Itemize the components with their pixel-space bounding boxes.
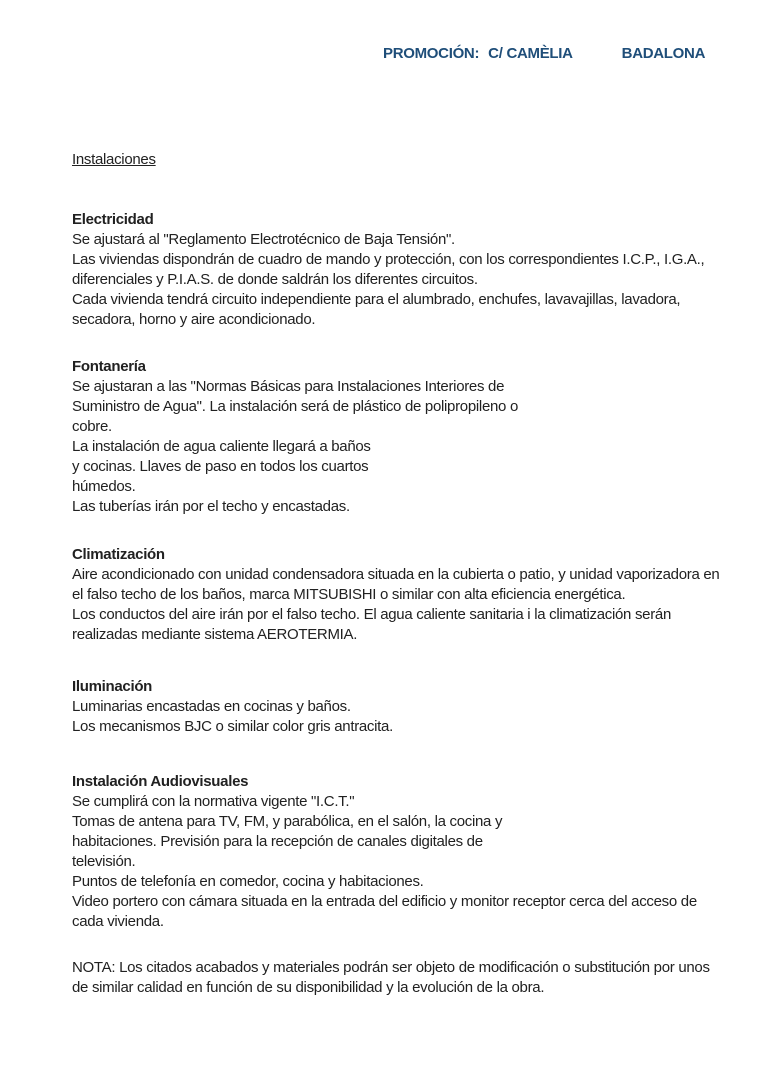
paragraph-line: Aire acondicionado con unidad condensadora situada en la cubierta o patio, y unidad vaporizadora en (72, 566, 720, 583)
paragraph-line: Se cumplirá con la normativa vigente "I.C.T." (72, 793, 355, 810)
paragraph-line: Los mecanismos BJC o similar color gris antracita. (72, 718, 393, 735)
section-title: Fontanería (72, 358, 146, 375)
paragraph-line: Las tuberías irán por el techo y encastadas. (72, 498, 350, 515)
paragraph-line: La instalación de agua caliente llegará a baños (72, 438, 371, 455)
paragraph-line: Se ajustaran a las "Normas Básicas para Instalaciones Interiores de (72, 378, 505, 395)
note-line: NOTA: Los citados acabados y materiales podrán ser objeto de modificación o substitución por unos (72, 959, 710, 976)
paragraph-line: Cada vivienda tendrá circuito independiente para el alumbrado, enchufes, lavavajillas, lavadora, (72, 291, 681, 308)
promotion-label: PROMOCIÓN: (383, 45, 480, 62)
paragraph-line: habitaciones. Previsión para la recepción de canales digitales de (72, 833, 483, 850)
paragraph-line: Las viviendas dispondrán de cuadro de mando y protección, con los correspondientes I.C.P., I.G.A., (72, 251, 705, 268)
paragraph-line: Video portero con cámara situada en la entrada del edificio y monitor receptor cerca del acceso de (72, 893, 697, 910)
paragraph-line: cada vivienda. (72, 913, 164, 930)
promotion-street: C/ CAMÈLIA (488, 45, 573, 62)
note-line: de similar calidad en función de su disponibilidad y la evolución de la obra. (72, 979, 545, 996)
paragraph-line: diferenciales y P.I.A.S. de donde saldrán los diferentes circuitos. (72, 271, 478, 288)
section-iluminacion (72, 677, 763, 737)
paragraph-line: el falso techo de los baños, marca MITSUBISHI o similar con alta eficiencia energética. (72, 586, 626, 603)
document-content (72, 0, 763, 998)
note-paragraph (72, 958, 763, 998)
section-title: Climatización (72, 546, 165, 563)
section-fontaneria (72, 357, 763, 517)
paragraph-line: realizadas mediante sistema AEROTERMIA. (72, 626, 358, 643)
paragraph-line: Suministro de Agua". La instalación será de plástico de polipropileno o (72, 398, 518, 415)
section-audiovisuales (72, 772, 763, 932)
paragraph-line: y cocinas. Llaves de paso en todos los cuartos (72, 458, 369, 475)
paragraph-line: Los conductos del aire irán por el falso techo. El agua caliente sanitaria i la climatización serán (72, 606, 671, 623)
doc-title: Instalaciones (72, 151, 156, 168)
section-electricidad (72, 210, 763, 330)
paragraph-line: secadora, horno y aire acondicionado. (72, 311, 316, 328)
paragraph-line: cobre. (72, 418, 112, 435)
paragraph-line: Puntos de telefonía en comedor, cocina y habitaciones. (72, 873, 424, 890)
promotion-city: BADALONA (621, 45, 706, 62)
paragraph-line: Se ajustará al "Reglamento Electrotécnico de Baja Tensión". (72, 231, 455, 248)
paragraph-line: Tomas de antena para TV, FM, y parabólica, en el salón, la cocina y (72, 813, 503, 830)
section-title: Instalación Audiovisuales (72, 773, 249, 790)
section-title: Iluminación (72, 678, 153, 695)
section-climatizacion (72, 545, 763, 645)
paragraph-line: televisión. (72, 853, 136, 870)
section-title: Electricidad (72, 211, 154, 228)
paragraph-line: Luminarias encastadas en cocinas y baños. (72, 698, 351, 715)
paragraph-line: húmedos. (72, 478, 136, 495)
